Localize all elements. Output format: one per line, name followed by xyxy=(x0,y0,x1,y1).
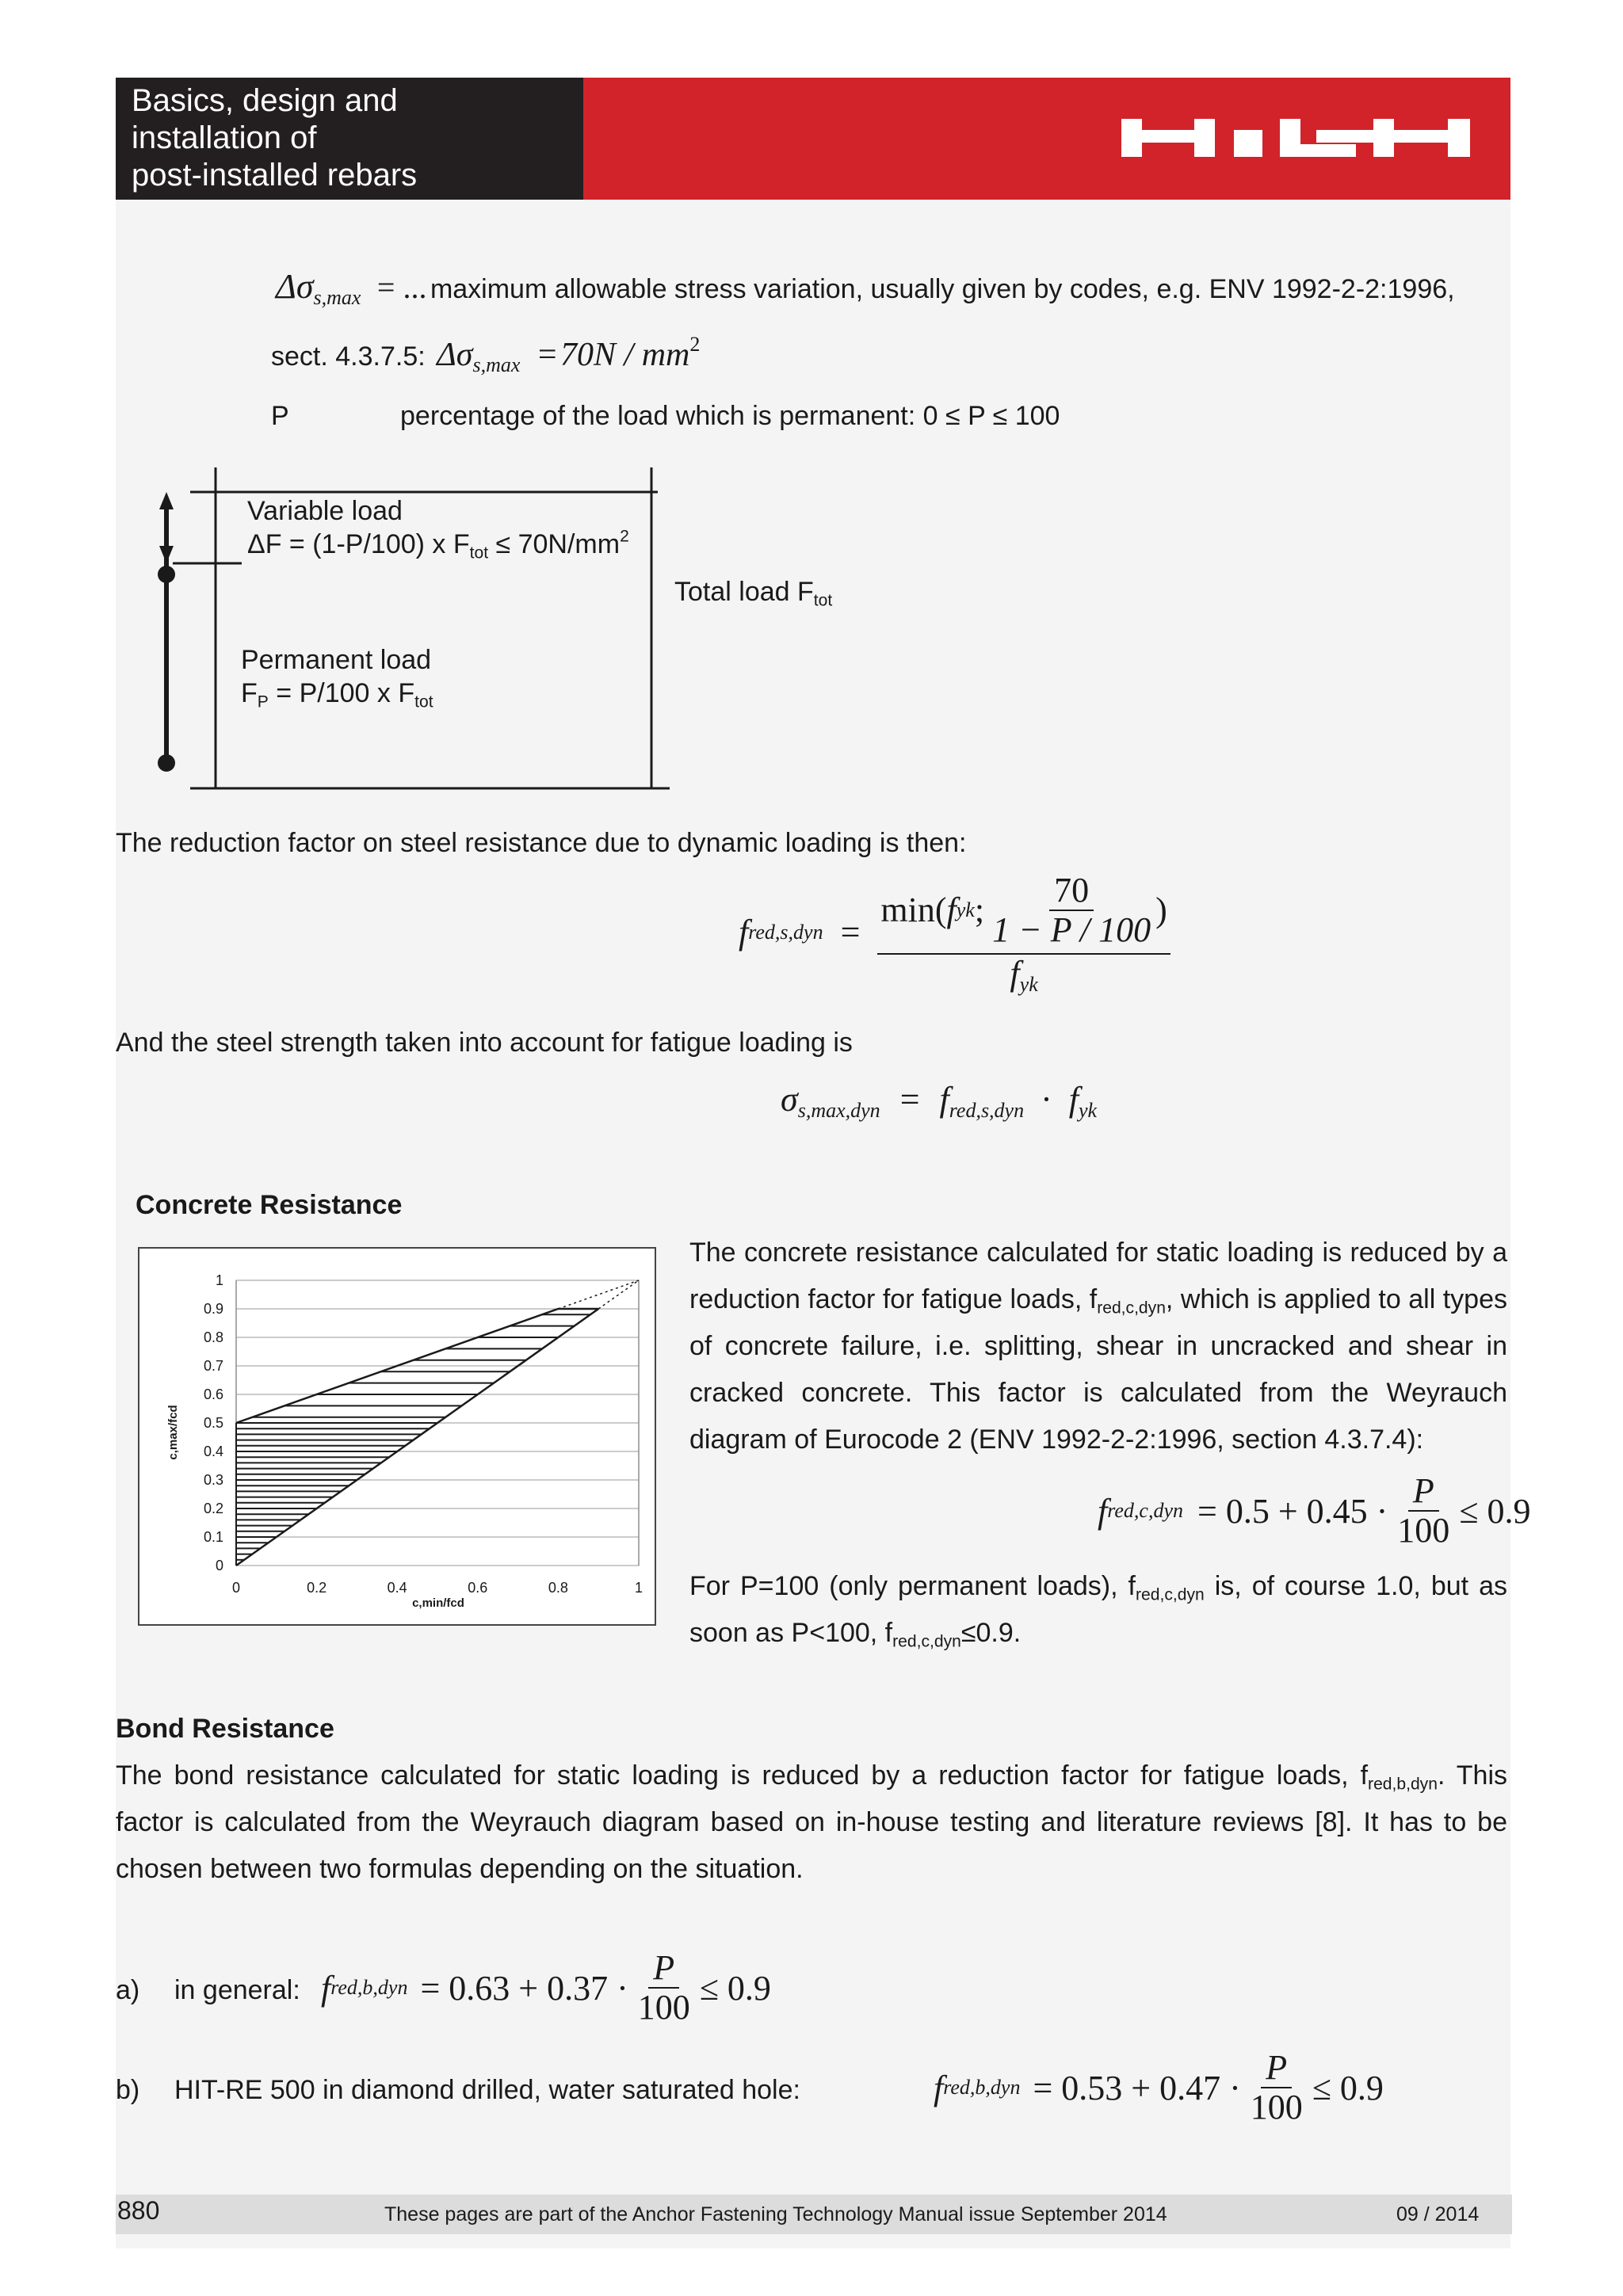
subscript: P xyxy=(257,692,269,711)
concrete-text-a: The concrete resistance calculated for static loading is reduced by a reduction factor for fatigue loads, f xyxy=(689,1238,1507,1314)
p-fraction xyxy=(633,1949,695,2027)
subscript: red,b,dyn xyxy=(1368,1775,1438,1794)
equals-sign: = xyxy=(899,1080,920,1119)
equals-dots: = ... xyxy=(376,269,427,305)
f-symbol: f xyxy=(739,913,749,952)
delta-sigma-text: maximum allowable stress variation, usually given by codes, e.g. ENV 1992-2-2:1996, xyxy=(430,274,1455,304)
arrow-down-icon xyxy=(159,546,174,563)
y-axis-label: c,max/fcd xyxy=(166,1405,180,1460)
total-load-label xyxy=(674,577,832,608)
bond-case-b-label: b) xyxy=(116,2075,140,2105)
formula-limit: ≤ 0.9 xyxy=(699,1968,771,2008)
delta-sigma-symbol: Δσ xyxy=(276,267,314,306)
fraction-numerator: P xyxy=(1261,2049,1292,2088)
p-fraction xyxy=(1246,2049,1308,2127)
x-tick-label: 0.6 xyxy=(468,1580,488,1596)
fraction-numerator: P xyxy=(1408,1472,1439,1512)
f-symbol: f xyxy=(939,1080,949,1119)
subscript: tot xyxy=(414,692,433,711)
equals-sign: = xyxy=(840,913,861,952)
variable-load-formula xyxy=(247,527,629,563)
y-tick-label: 0.1 xyxy=(203,1529,223,1545)
hilti-logo xyxy=(1121,111,1486,166)
x-tick-label: 0.2 xyxy=(307,1580,327,1596)
subscript: s,max xyxy=(472,353,521,376)
y-tick-label: 0.6 xyxy=(203,1386,223,1402)
concrete-paragraph-2 xyxy=(689,1563,1507,1657)
variable-limit-text: ≤ 70N/mm xyxy=(488,529,621,559)
load-dot-upper xyxy=(158,566,175,583)
series-line xyxy=(236,1309,598,1566)
bond-paragraph xyxy=(116,1753,1507,1893)
arrow-up-icon xyxy=(159,492,174,509)
equals-sign: = xyxy=(537,337,557,373)
p-fraction xyxy=(1392,1472,1454,1550)
subscript: red,c,dyn xyxy=(1097,1299,1166,1318)
series-line xyxy=(558,1280,639,1309)
p-definition: percentage of the load which is permanent: 0 ≤ P ≤ 100 xyxy=(400,401,1060,431)
header-title xyxy=(132,82,417,194)
superscript: 2 xyxy=(689,332,701,356)
inner-fraction xyxy=(987,871,1155,950)
f-symbol: f xyxy=(1010,953,1020,993)
x-tick-label: 1 xyxy=(634,1580,643,1596)
subscript: red,c,dyn xyxy=(1136,1585,1205,1604)
subscript: red,c,dyn xyxy=(892,1632,961,1651)
y-tick-label: 0.7 xyxy=(203,1358,223,1374)
bond-formula-b: f red,b,dyn = 0.53 + 0.47 · $\frac{P}{100}$ ≤ 0.9 xyxy=(934,2048,1384,2127)
total-load-text: Total load F xyxy=(674,577,814,607)
concrete-text-b: , which is applied to all types of concrete failure, i.e. splitting, shear in uncracked and shear in cracked concrete. This factor is calculated from the Weyrauch diagram of Eurocode 2 (ENV 1992-2-2:1996, section 4.3.7.4): xyxy=(689,1284,1507,1455)
footer-page-number: 880 xyxy=(117,2196,160,2225)
series-line xyxy=(598,1280,639,1309)
bond-case-a-label: a) xyxy=(116,1975,140,2005)
p-symbol: P xyxy=(271,401,289,431)
concrete-text-c: For P=100 (only permanent loads), f xyxy=(689,1571,1136,1601)
delta-sigma-definition xyxy=(276,266,1455,307)
header-title-line: installation of xyxy=(132,120,317,155)
load-diagram xyxy=(151,463,674,796)
hilti-logo-shape xyxy=(1121,111,1486,166)
inner-denominator: 1 − P / 100 xyxy=(992,910,1151,950)
x-tick-label: 0.4 xyxy=(387,1580,407,1596)
subscript: tot xyxy=(813,591,833,610)
permanent-formula-a: F xyxy=(241,678,258,708)
fraction-denominator: 100 xyxy=(1250,2088,1303,2127)
subscript: tot xyxy=(469,543,489,563)
bond-text-b: . This factor is calculated from the Weyrauch diagram based on in-house testing and literature reviews [8]. It has to be chosen between two formulas depending on the situation. xyxy=(116,1760,1508,1884)
formula-limit: ≤ 0.9 xyxy=(1459,1491,1531,1531)
concrete-text-e: ≤0.9. xyxy=(960,1618,1022,1648)
superscript: 2 xyxy=(620,527,629,546)
fraction-denominator xyxy=(1005,953,1042,996)
formula-constant: = 0.5 + 0.45 · xyxy=(1197,1491,1388,1531)
y-tick-label: 0.2 xyxy=(203,1501,223,1516)
f-symbol: f xyxy=(1068,1080,1079,1119)
formula-constant: = 0.63 + 0.37 · xyxy=(420,1968,628,2008)
sect-value: 70N / mm xyxy=(560,337,690,373)
formula-constant: = 0.53 + 0.47 · xyxy=(1033,2068,1241,2107)
formula-limit: ≤ 0.9 xyxy=(1312,2068,1384,2107)
x-tick-label: 0 xyxy=(231,1580,241,1596)
variable-load-label: Variable load xyxy=(247,496,403,526)
y-tick-label: 0.9 xyxy=(203,1301,223,1317)
bond-formula-a: f red,b,dyn = 0.63 + 0.37 · $\frac{P}{100}$ ≤ 0.9 xyxy=(321,1948,771,2027)
reduction-intro: The reduction factor on steel resistance due to dynamic loading is then: xyxy=(116,828,967,858)
sect-definition xyxy=(271,332,701,376)
subscript: s,max,dyn xyxy=(797,1098,880,1122)
subscript: yk xyxy=(1019,972,1038,996)
weyrauch-chart-frame xyxy=(138,1247,656,1626)
f-symbol: f xyxy=(1098,1491,1108,1531)
delta-sigma-symbol: Δσ xyxy=(437,337,473,373)
header-title-line: Basics, design and xyxy=(132,83,398,118)
subscript: yk xyxy=(1079,1098,1098,1122)
permanent-formula-b: = P/100 x F xyxy=(268,678,415,708)
f-symbol: f xyxy=(934,2068,944,2107)
fraction-denominator: 100 xyxy=(637,1988,690,2027)
f-symbol: f xyxy=(321,1968,331,2008)
bond-heading: Bond Resistance xyxy=(116,1714,334,1744)
y-tick-label: 1 xyxy=(215,1272,223,1288)
bond-case-b-text: HIT-RE 500 in diamond drilled, water saturated hole: xyxy=(174,2075,800,2105)
close-paren: ) xyxy=(1155,891,1167,930)
y-tick-label: 0 xyxy=(215,1558,223,1573)
permanent-load-formula xyxy=(241,678,433,709)
sigma-symbol: σ xyxy=(781,1080,798,1119)
y-tick-label: 0.8 xyxy=(203,1329,223,1345)
steel-strength-intro: And the steel strength taken into account for fatigue loading is xyxy=(116,1028,853,1058)
min-open: min( xyxy=(880,891,947,930)
steel-reduction-formula: f red,s,dyn = min( f yk ; $\frac{70}{1 - P / 100}$ ) $f_{yk}$ xyxy=(739,871,1170,993)
inner-numerator: 70 xyxy=(1049,871,1094,911)
footer-date: 09 / 2014 xyxy=(1396,2203,1480,2225)
f-symbol: f xyxy=(946,891,957,930)
subscript: s,max xyxy=(313,285,361,309)
y-tick-label: 0.3 xyxy=(203,1472,223,1488)
x-axis-label: c,min/fcd xyxy=(412,1596,464,1610)
y-tick-label: 0.5 xyxy=(203,1415,223,1431)
fraction-numerator: P xyxy=(648,1949,679,1989)
header-title-line: post-installed rebars xyxy=(132,158,418,193)
fraction-numerator: min( f yk ; $\frac{70}{1 - P / 100}$ ) xyxy=(877,871,1170,955)
bond-case-a-text: in general: xyxy=(174,1975,300,2005)
y-tick-label: 0.4 xyxy=(203,1444,223,1459)
steel-strength-formula xyxy=(781,1079,1098,1122)
permanent-load-label: Permanent load xyxy=(241,645,432,675)
variable-formula-text: ΔF = (1-P/100) x F xyxy=(247,529,470,559)
multiply-dot: · xyxy=(1041,1080,1052,1119)
load-dot-lower xyxy=(158,754,175,772)
x-tick-label: 0.8 xyxy=(548,1580,568,1596)
concrete-reduction-formula: f red,c,dyn = 0.5 + 0.45 · $\frac{P}{100}$ ≤ 0.9 xyxy=(1098,1471,1531,1550)
footer-note: These pages are part of the Anchor Fastening Technology Manual issue September 2014 xyxy=(384,2203,1167,2225)
fraction-denominator: 100 xyxy=(1397,1511,1450,1550)
sect-label: sect. 4.3.7.5: xyxy=(271,341,426,372)
weyrauch-chart xyxy=(139,1249,655,1624)
semicolon: ; xyxy=(974,891,985,930)
concrete-paragraph-1 xyxy=(689,1230,1507,1463)
bond-text-a: The bond resistance calculated for static loading is reduced by a reduction factor for fatigue loads, f xyxy=(116,1760,1369,1791)
concrete-text-d: is, of course 1.0, but as soon as P<100, f xyxy=(689,1571,1507,1648)
subscript: red,s,dyn xyxy=(949,1098,1025,1122)
steel-fraction xyxy=(877,871,1170,996)
concrete-heading: Concrete Resistance xyxy=(136,1190,403,1220)
